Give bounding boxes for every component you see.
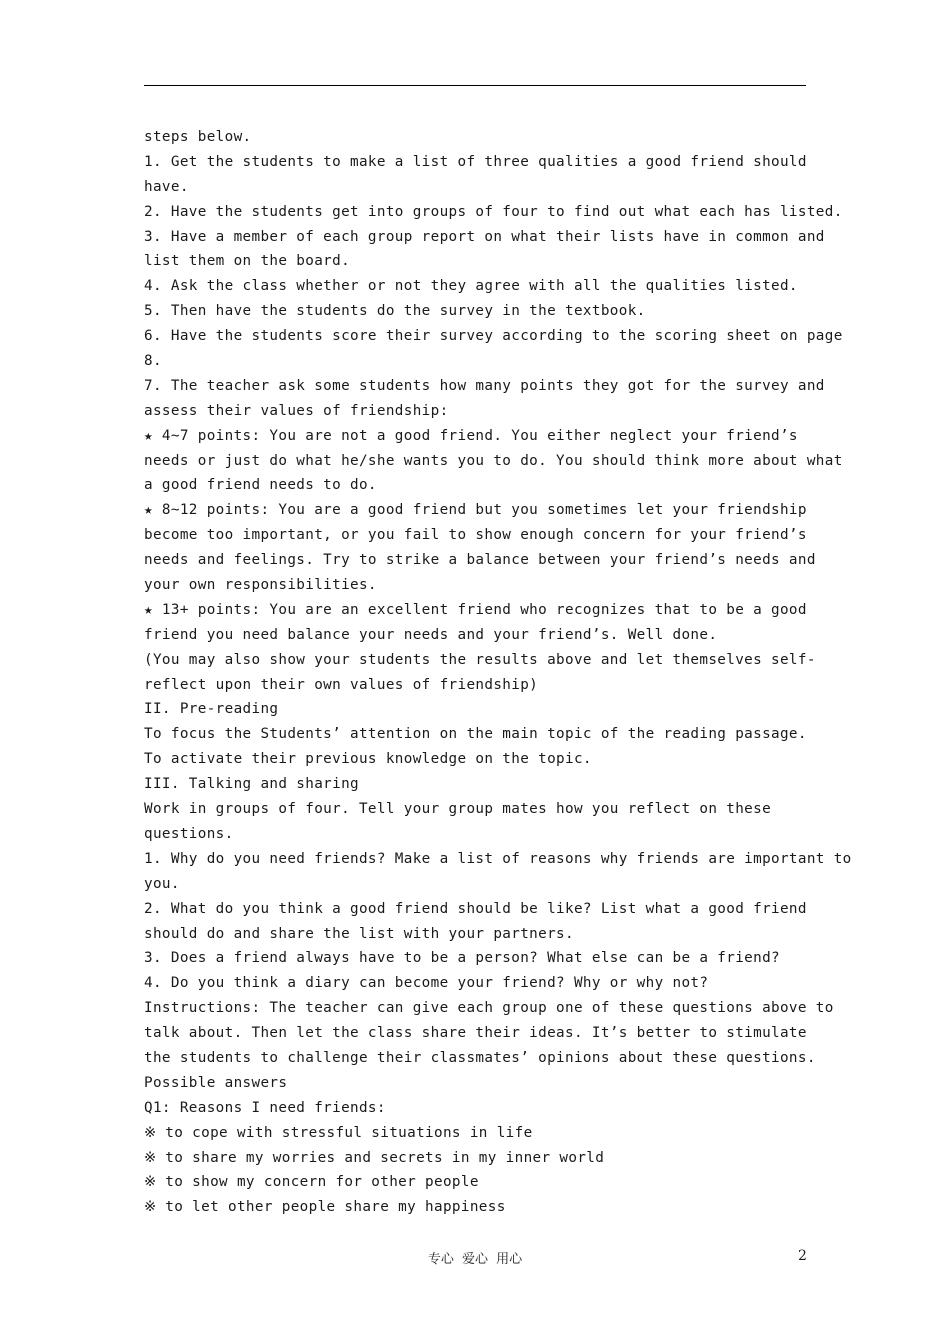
text-line: you. (144, 875, 180, 892)
document-body (144, 125, 852, 1220)
text-line: have. (144, 178, 189, 195)
text-line: ★ 4~7 points: You are not a good friend. You either neglect your friend’s (144, 427, 798, 444)
text-line: your own responsibilities. (144, 577, 377, 594)
text-line: become too important, or you fail to show enough concern for your friend’s (144, 527, 807, 544)
header-rule (144, 85, 806, 86)
text-line: the students to challenge their classmates’ opinions about these questions. (144, 1049, 816, 1066)
text-line: friend you need balance your needs and your friend’s. Well done. (144, 626, 718, 643)
text-line: 4. Ask the class whether or not they agree with all the qualities listed. (144, 278, 798, 295)
text-line: needs or just do what he/she wants you to do. You should think more about what (144, 452, 843, 469)
section-heading: III. Talking and sharing (144, 776, 359, 793)
text-line: Q1: Reasons I need friends: (144, 1099, 386, 1116)
footer-motto: 专心 爱心 用心 (427, 1252, 523, 1267)
text-line: 5. Then have the students do the survey in the textbook. (144, 303, 646, 320)
text-line: To activate their previous knowledge on the topic. (144, 751, 592, 768)
text-line: Work in groups of four. Tell your group mates how you reflect on these (144, 801, 772, 818)
text-line: should do and share the list with your partners. (144, 925, 574, 942)
page-number: 2 (798, 1248, 807, 1264)
text-line: 6. Have the students score their survey according to the scoring sheet on page (144, 328, 843, 345)
text-line: 8. (144, 353, 162, 370)
text-line: reflect upon their own values of friendship) (144, 676, 539, 693)
text-line: needs and feelings. Try to strike a balance between your friend’s needs and (144, 552, 816, 569)
list-item: ※ to show my concern for other people (144, 1174, 479, 1191)
list-item: ※ to cope with stressful situations in life (144, 1124, 533, 1141)
text-line: questions. (144, 825, 234, 842)
text-line: a good friend needs to do. (144, 477, 377, 494)
text-line: ★ 8~12 points: You are a good friend but you sometimes let your friendship (144, 502, 807, 519)
text-line: ★ 13+ points: You are an excellent friend who recognizes that to be a good (144, 601, 807, 618)
text-line: 4. Do you think a diary can become your friend? Why or why not? (144, 975, 709, 992)
text-line: 7. The teacher ask some students how many points they got for the survey and (144, 377, 825, 394)
text-line: 2. What do you think a good friend should be like? List what a good friend (144, 900, 807, 917)
list-item: ※ to let other people share my happiness (144, 1199, 506, 1216)
section-heading: II. Pre-reading (144, 701, 279, 718)
text-line: assess their values of friendship: (144, 402, 449, 419)
text-line: 1. Why do you need friends? Make a list of reasons why friends are important to (144, 850, 852, 867)
text-line: 1. Get the students to make a list of three qualities a good friend should (144, 153, 807, 170)
text-line: 3. Does a friend always have to be a person? What else can be a friend? (144, 950, 780, 967)
text-line: list them on the board. (144, 253, 351, 270)
text-line: 3. Have a member of each group report on what their lists have in common and (144, 228, 825, 245)
text-line: Possible answers (144, 1074, 288, 1091)
text-line: talk about. Then let the class share their ideas. It’s better to stimulate (144, 1025, 807, 1042)
text-line: 2. Have the students get into groups of four to find out what each has listed. (144, 203, 843, 220)
text-line: To focus the Students’ attention on the main topic of the reading passage. (144, 726, 807, 743)
text-line: (You may also show your students the results above and let themselves self- (144, 651, 816, 668)
page-footer (0, 1248, 950, 1268)
text-line: steps below. (144, 129, 252, 145)
text-line: Instructions: The teacher can give each group one of these questions above to (144, 1000, 834, 1017)
list-item: ※ to share my worries and secrets in my inner world (144, 1149, 605, 1166)
